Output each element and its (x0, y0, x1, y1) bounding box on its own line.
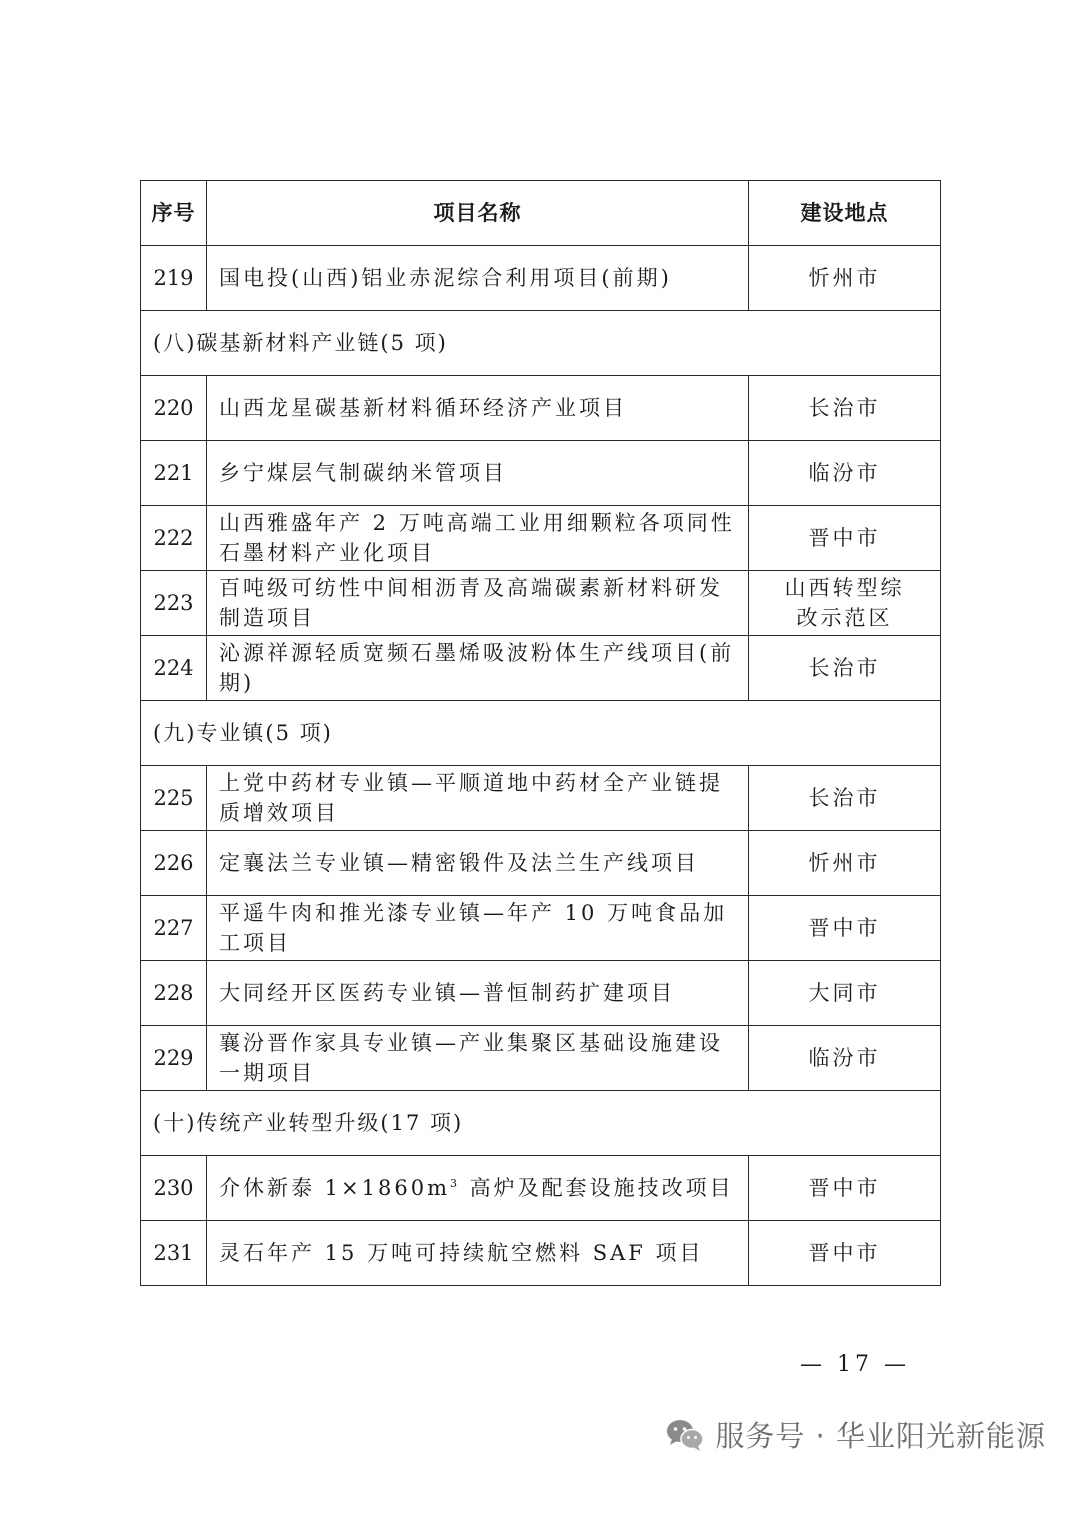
row-location: 长治市 (749, 766, 941, 831)
section-row (141, 1091, 941, 1156)
section-title: (十)传统产业转型升级(17 项) (141, 1091, 941, 1156)
row-no: 230 (141, 1156, 207, 1221)
row-name: 灵石年产 15 万吨可持续航空燃料 SAF 项目 (207, 1221, 749, 1286)
section-title: (九)专业镇(5 项) (141, 701, 941, 766)
row-name: 定襄法兰专业镇—精密锻件及法兰生产线项目 (207, 831, 749, 896)
table-row (141, 1026, 941, 1091)
row-name-part: 高炉及配套设施技改项目 (460, 1176, 734, 1200)
row-no: 227 (141, 896, 207, 961)
table-header-row (141, 181, 941, 246)
section-row (141, 311, 941, 376)
row-location: 山西转型综改示范区 (749, 571, 941, 636)
row-location: 长治市 (749, 636, 941, 701)
table-row (141, 896, 941, 961)
row-location: 晋中市 (749, 896, 941, 961)
row-location: 大同市 (749, 961, 941, 1026)
row-location: 忻州市 (749, 246, 941, 311)
row-name-part: 介休新泰 1×1860m (219, 1176, 450, 1200)
table-row (141, 1221, 941, 1286)
table-row (141, 766, 941, 831)
row-location: 晋中市 (749, 506, 941, 571)
row-location: 忻州市 (749, 831, 941, 896)
row-name: 乡宁煤层气制碳纳米管项目 (207, 441, 749, 506)
header-no: 序号 (141, 181, 207, 246)
project-table (140, 180, 941, 1286)
table-row (141, 831, 941, 896)
row-name: 山西雅盛年产 2 万吨高端工业用细颗粒各项同性石墨材料产业化项目 (207, 506, 749, 571)
wechat-icon (665, 1418, 705, 1452)
section-row (141, 701, 941, 766)
row-no: 229 (141, 1026, 207, 1091)
row-name: 襄汾晋作家具专业镇—产业集聚区基础设施建设一期项目 (207, 1026, 749, 1091)
table-row (141, 961, 941, 1026)
superscript: 3 (450, 1177, 460, 1190)
row-no: 220 (141, 376, 207, 441)
row-no: 221 (141, 441, 207, 506)
row-name: 上党中药材专业镇—平顺道地中药材全产业链提质增效项目 (207, 766, 749, 831)
row-location: 晋中市 (749, 1221, 941, 1286)
row-no: 231 (141, 1221, 207, 1286)
row-name (207, 1156, 749, 1221)
row-location: 临汾市 (749, 1026, 941, 1091)
table-row (141, 376, 941, 441)
section-title: (八)碳基新材料产业链(5 项) (141, 311, 941, 376)
row-name: 沁源祥源轻质宽频石墨烯吸波粉体生产线项目(前期) (207, 636, 749, 701)
table-row (141, 246, 941, 311)
row-location: 临汾市 (749, 441, 941, 506)
header-location: 建设地点 (749, 181, 941, 246)
row-no: 224 (141, 636, 207, 701)
table-row (141, 571, 941, 636)
watermark-text: 服务号 · 华业阳光新能源 (715, 1419, 1046, 1453)
table-row (141, 636, 941, 701)
row-name: 山西龙星碳基新材料循环经济产业项目 (207, 376, 749, 441)
row-name: 大同经开区医药专业镇—普恒制药扩建项目 (207, 961, 749, 1026)
row-no: 219 (141, 246, 207, 311)
table-row (141, 506, 941, 571)
row-name: 国电投(山西)铝业赤泥综合利用项目(前期) (207, 246, 749, 311)
row-name: 百吨级可纺性中间相沥青及高端碳素新材料研发制造项目 (207, 571, 749, 636)
table-row (141, 441, 941, 506)
page-number: — 17 — (800, 1352, 910, 1377)
watermark (665, 1414, 1046, 1455)
row-no: 228 (141, 961, 207, 1026)
header-name: 项目名称 (207, 181, 749, 246)
row-no: 226 (141, 831, 207, 896)
row-location: 晋中市 (749, 1156, 941, 1221)
row-no: 222 (141, 506, 207, 571)
table-row (141, 1156, 941, 1221)
row-location: 长治市 (749, 376, 941, 441)
row-no: 223 (141, 571, 207, 636)
row-name: 平遥牛肉和推光漆专业镇—年产 10 万吨食品加工项目 (207, 896, 749, 961)
row-no: 225 (141, 766, 207, 831)
